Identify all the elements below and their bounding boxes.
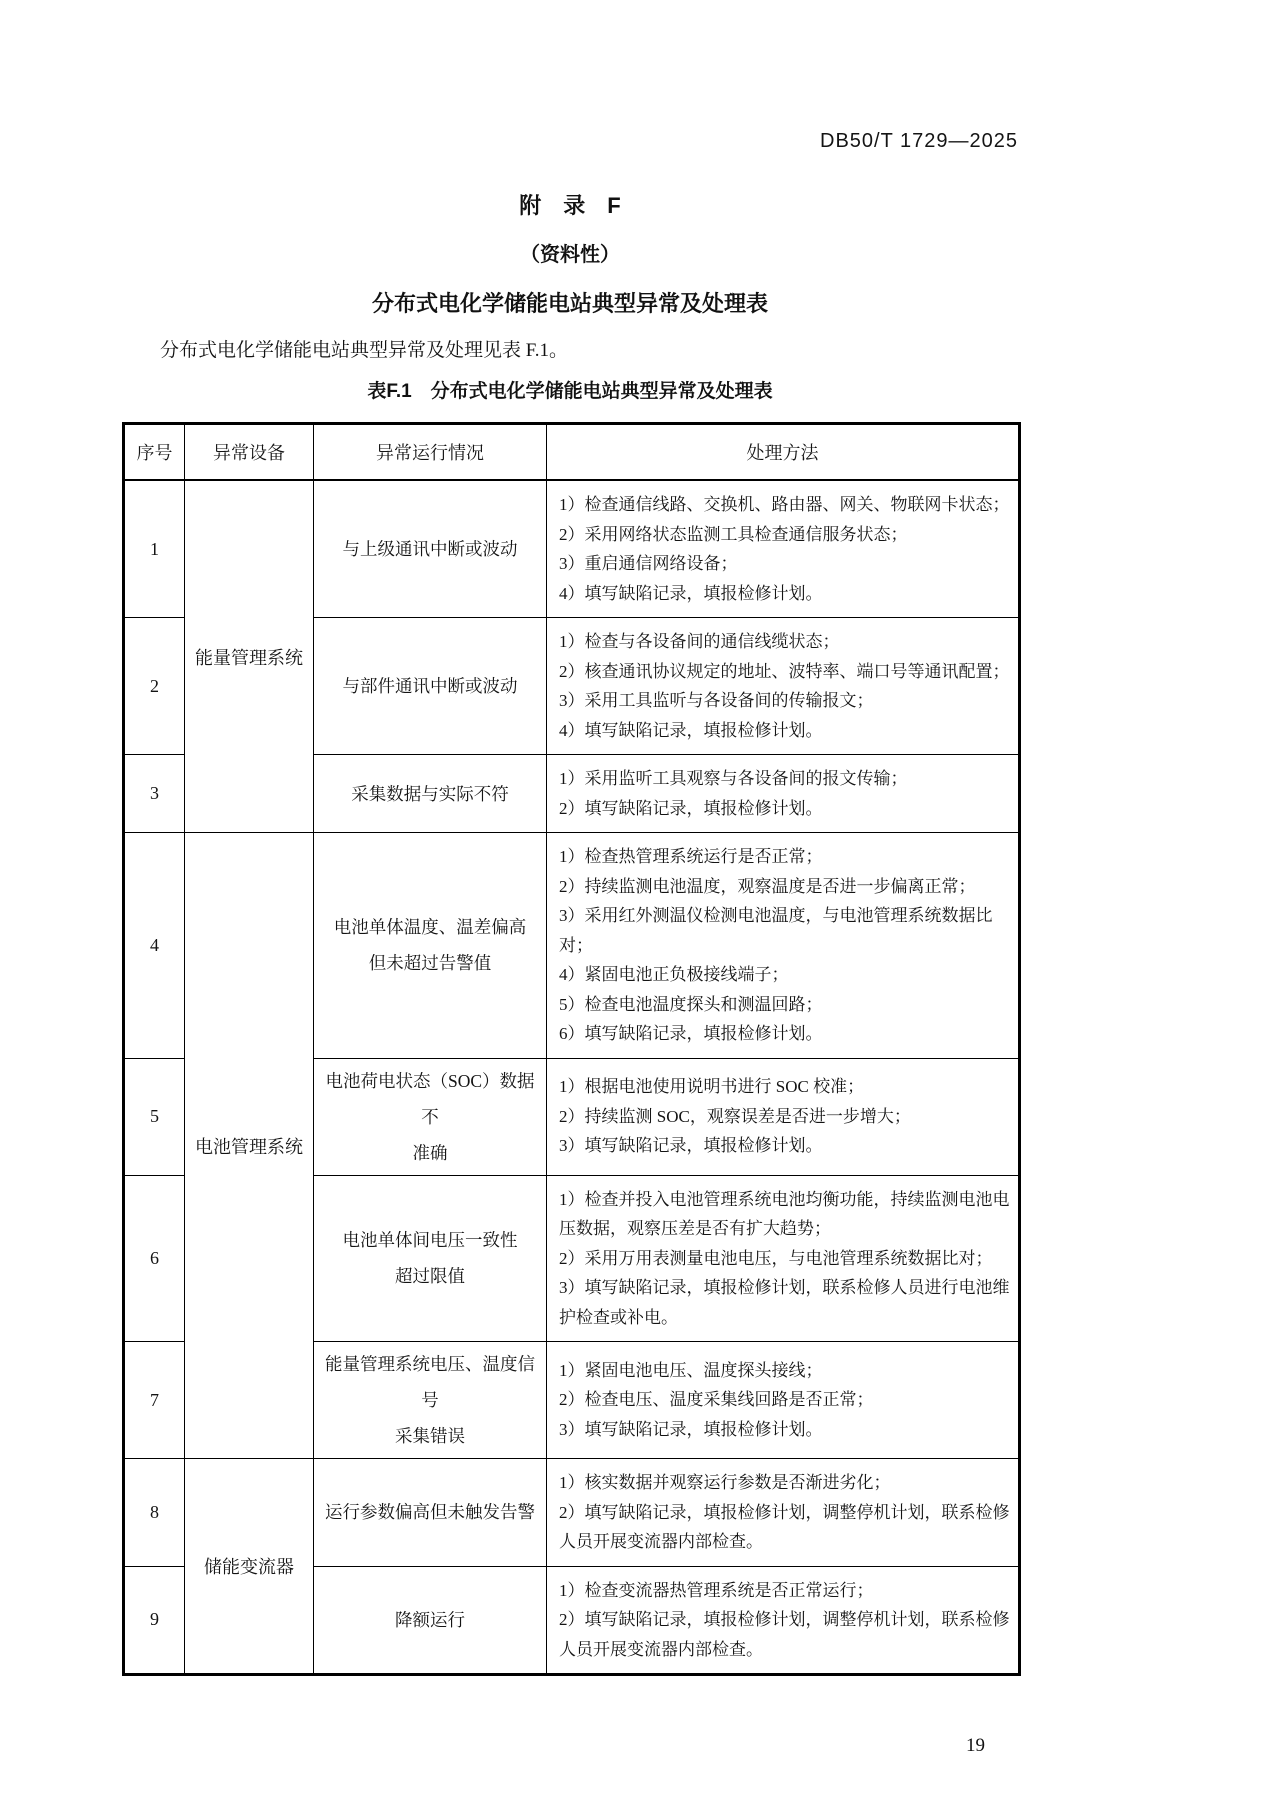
cell-serial: 8 xyxy=(124,1459,185,1567)
method-line: 2）填写缺陷记录，填报检修计划。 xyxy=(559,798,823,818)
cell-condition: 与上级通讯中断或波动 xyxy=(314,480,547,618)
table-row xyxy=(124,1459,1020,1567)
cell-device: 能量管理系统 xyxy=(185,480,314,833)
cell-condition: 降额运行 xyxy=(314,1566,547,1675)
cell-serial: 1 xyxy=(124,480,185,618)
cell-methods xyxy=(547,755,1020,833)
intro-paragraph: 分布式电化学储能电站典型异常及处理见表 F.1。 xyxy=(160,340,569,361)
method-line: 6）填写缺陷记录，填报检修计划。 xyxy=(559,1024,823,1043)
method-line: 1）检查与各设备间的通信线缆状态； xyxy=(559,632,840,651)
cell-methods xyxy=(547,1175,1020,1342)
method-line: 2）持续监测 SOC，观察误差是否进一步增大； xyxy=(559,1106,911,1126)
method-line: 1）采用监听工具观察与各设备间的报文传输； xyxy=(559,769,908,788)
method-line: 1）根据电池使用说明书进行 SOC 校准； xyxy=(559,1077,865,1097)
table-row xyxy=(124,833,1020,1059)
table-row xyxy=(124,480,1020,618)
cell-methods xyxy=(547,618,1020,755)
col-header-serial: 序号 xyxy=(124,424,185,481)
method-line: 2）采用万用表测量电池电压，与电池管理系统数据比对； xyxy=(559,1248,993,1268)
cell-device: 储能变流器 xyxy=(185,1459,314,1675)
cell-serial: 9 xyxy=(124,1566,185,1675)
col-header-methods: 处理方法 xyxy=(547,424,1020,481)
method-line: 4）填写缺陷记录，填报检修计划。 xyxy=(559,583,823,603)
cell-methods xyxy=(547,480,1020,618)
method-line: 3）填写缺陷记录，填报检修计划，联系检修人员进行电池维护检查或补电。 xyxy=(559,1278,1010,1327)
method-line: 3）采用工具监听与各设备间的传输报文； xyxy=(559,691,874,710)
appendix-subject-title: 分布式电化学储能电站典型异常及处理表 xyxy=(371,291,768,316)
method-line: 2）核查通讯协议规定的地址、波特率、端口号等通讯配置； xyxy=(559,661,1010,681)
cell-methods xyxy=(547,833,1020,1059)
method-line: 2）持续监测电池温度，观察温度是否进一步偏离正常； xyxy=(559,876,976,896)
col-header-device: 异常设备 xyxy=(185,424,314,481)
cell-device: 电池管理系统 xyxy=(185,833,314,1459)
cell-methods xyxy=(547,1342,1020,1459)
cell-serial: 4 xyxy=(124,833,185,1059)
table-body xyxy=(124,480,1020,1675)
table-header-row xyxy=(124,424,1020,481)
page-number: 19 xyxy=(966,1735,985,1756)
cell-serial: 7 xyxy=(124,1342,185,1459)
cell-condition: 电池荷电状态（SOC）数据不 准确 xyxy=(314,1058,547,1175)
cell-condition: 电池单体温度、温差偏高 但未超过告警值 xyxy=(314,833,547,1059)
cell-methods xyxy=(547,1459,1020,1567)
method-line: 3）采用红外测温仪检测电池温度，与电池管理系统数据比对； xyxy=(559,906,993,955)
cell-methods xyxy=(547,1058,1020,1175)
method-line: 1）检查通信线路、交换机、路由器、网关、物联网卡状态； xyxy=(559,495,1010,514)
cell-condition: 与部件通讯中断或波动 xyxy=(314,618,547,755)
abnormality-table xyxy=(122,422,1021,1676)
cell-condition: 电池单体间电压一致性 超过限值 xyxy=(314,1175,547,1342)
method-line: 2）填写缺陷记录，填报检修计划，调整停机计划，联系检修人员开展变流器内部检查。 xyxy=(559,1502,1010,1551)
cell-condition: 能量管理系统电压、温度信号 采集错误 xyxy=(314,1342,547,1459)
method-line: 2）检查电压、温度采集线回路是否正常； xyxy=(559,1390,874,1410)
cell-condition: 采集数据与实际不符 xyxy=(314,755,547,833)
appendix-title: 附 录 F xyxy=(519,193,621,218)
method-line: 3）填写缺陷记录，填报检修计划。 xyxy=(559,1419,823,1439)
standard-code: DB50/T 1729—2025 xyxy=(820,130,1018,152)
col-header-condition: 异常运行情况 xyxy=(314,424,547,481)
cell-serial: 2 xyxy=(124,618,185,755)
appendix-type-label: （资料性） xyxy=(520,244,620,266)
method-line: 1）紧固电池电压、温度探头接线； xyxy=(559,1360,823,1380)
cell-serial: 6 xyxy=(124,1175,185,1342)
method-line: 1）检查并投入电池管理系统电池均衡功能，持续监测电池电压数据，观察压差是否有扩大趋势； xyxy=(559,1189,1010,1238)
page-content xyxy=(122,0,1018,1676)
method-line: 3）重启通信网络设备； xyxy=(559,554,738,573)
cell-condition: 运行参数偏高但未触发告警 xyxy=(314,1459,547,1567)
cell-methods xyxy=(547,1566,1020,1675)
table-header xyxy=(124,424,1020,481)
method-line: 5）检查电池温度探头和测温回路； xyxy=(559,994,823,1014)
method-line: 4）填写缺陷记录，填报检修计划。 xyxy=(559,720,823,740)
cell-serial: 3 xyxy=(124,755,185,833)
method-line: 2）填写缺陷记录，填报检修计划，调整停机计划，联系检修人员开展变流器内部检查。 xyxy=(559,1610,1010,1659)
table-caption: 表F.1 分布式电化学储能电站典型异常及处理表 xyxy=(367,381,773,402)
cell-serial: 5 xyxy=(124,1058,185,1175)
method-line: 3）填写缺陷记录，填报检修计划。 xyxy=(559,1136,823,1156)
method-line: 2）采用网络状态监测工具检查通信服务状态； xyxy=(559,524,908,544)
method-line: 1）检查热管理系统运行是否正常； xyxy=(559,847,823,866)
method-line: 4）紧固电池正负极接线端子； xyxy=(559,965,789,984)
method-line: 1）检查变流器热管理系统是否正常运行； xyxy=(559,1580,874,1600)
method-line: 1）核实数据并观察运行参数是否渐进劣化； xyxy=(559,1473,891,1492)
